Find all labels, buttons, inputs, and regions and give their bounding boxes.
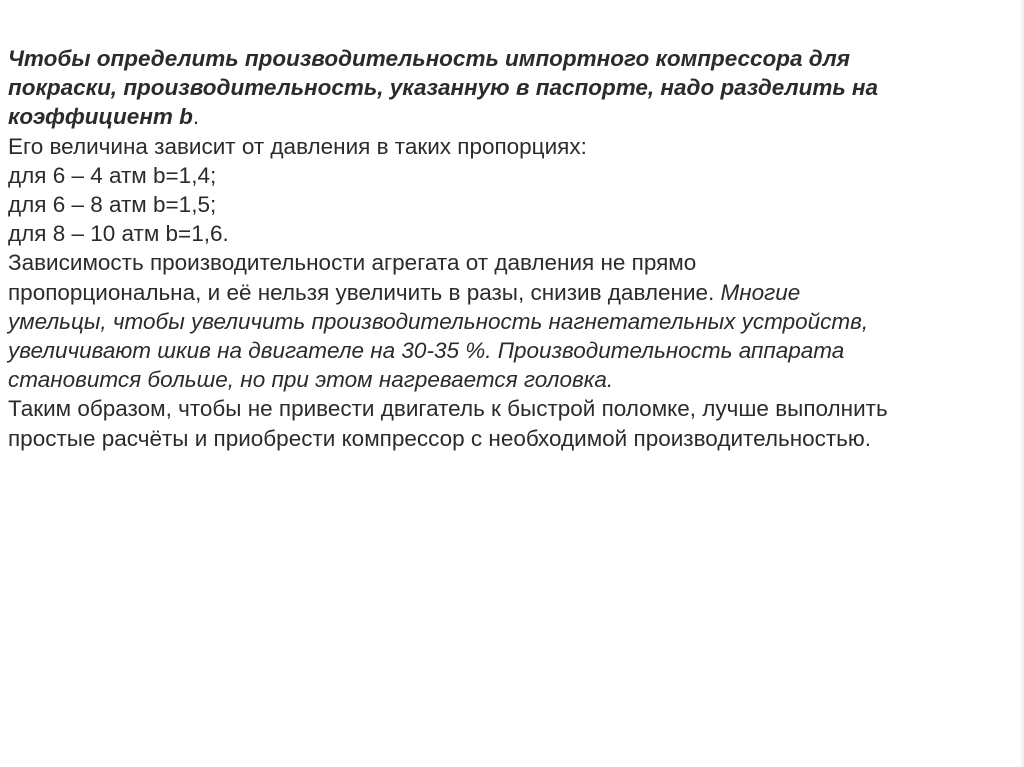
dependence-text: Его величина зависит от давления в таких пропорциях: (8, 133, 587, 159)
intro-line-1: Чтобы определить производительность импортного компрессора для (8, 46, 850, 71)
ratio-item-2: для 6 – 8 атм b=1,5; (8, 192, 217, 218)
conclusion-line-2: простые расчёты и приобрести компрессор с необходимой производительностью. (8, 425, 872, 451)
intro-line-3 (8, 102, 1020, 131)
paragraph2-line-2-italic: Многие (720, 279, 801, 305)
paragraph2-line-2 (8, 278, 1020, 307)
intro-line-2: покраски, производительность, указанную в паспорте, надо разделить на (8, 75, 879, 101)
paragraph2-line-1: Зависимость производительности агрегата от давления не прямо (8, 250, 697, 276)
slide-text (8, 44, 1020, 453)
ratio-item-3: для 8 – 10 атм b=1,6. (8, 221, 229, 247)
slide-edge-shadow (1020, 0, 1024, 767)
paragraph2-line-2-normal: пропорциональна, и её нельзя увеличить в разы, снизив давление. (8, 279, 721, 305)
intro-period: . (192, 104, 200, 130)
paragraph2-italic-line-1: умельцы, чтобы увеличить производительность нагнетательных устройств, (8, 308, 869, 334)
coefficient-label: коэффициент b (8, 104, 193, 130)
paragraph2-italic-line-2: увеличивают шкив на двигателе на 30-35 %. Производительность аппарата (8, 338, 845, 364)
paragraph2-italic-line-3: становится больше, но при этом нагревается головка. (8, 367, 614, 393)
conclusion-line-1: Таким образом, чтобы не привести двигатель к быстрой поломке, лучше выполнить (8, 396, 888, 422)
ratio-item-1: для 6 – 4 атм b=1,4; (8, 162, 217, 188)
